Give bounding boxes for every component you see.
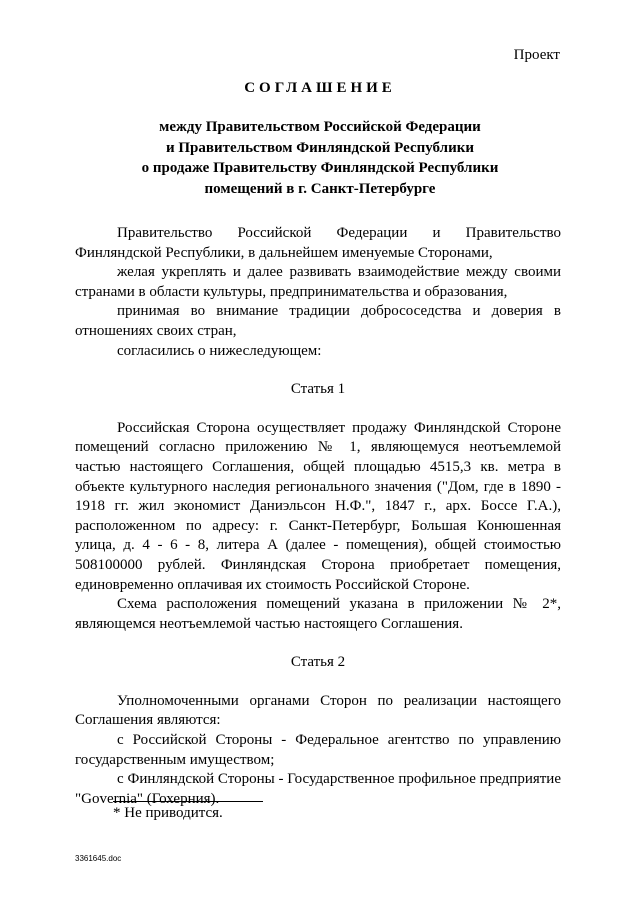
subtitle-line: помещений в г. Санкт-Петербурге [204, 180, 436, 197]
document-body [75, 224, 561, 809]
article-1-paragraph: Схема расположения помещений указана в приложении № 2*, являющемся неотъемлемой частью настоящего Соглашения. [75, 596, 561, 632]
subtitle-line: между Правительством Российской Федерации [159, 119, 481, 135]
agreement-title: СОГЛАШЕНИЕ [244, 80, 396, 96]
article-1-heading: Статья 1 [290, 381, 346, 398]
preamble-paragraph: желая укреплять и далее развивать взаимодействие между своими странами в области культуры, предпринимательства и образования, [75, 264, 561, 300]
footnote-divider [113, 801, 263, 802]
article-2-paragraph: с Финляндской Стороны - Государственное профильное предприятие "Governia" (Гохерния). [75, 771, 561, 807]
article-2-heading: Статья 2 [290, 654, 346, 671]
preamble-paragraph: Правительство Российской Федерации и Правительство Финляндской Республики, в дальнейшем именуемые Сторонами, [75, 225, 561, 261]
article-2-paragraph: Уполномоченными органами Сторон по реализации настоящего Соглашения являются: [75, 692, 561, 729]
subtitle-line: о продаже Правительству Финляндской Республики [141, 160, 499, 176]
article-2-paragraph: с Российской Стороны - Федеральное агентство по управлению государственным имуществом; [75, 732, 561, 768]
preamble-paragraph: принимая во внимание традиции добрососедства и доверия в отношениях своих стран, [75, 303, 561, 339]
agreement-subtitle [75, 117, 565, 199]
footnote: * Не приводится. [113, 805, 223, 821]
draft-stamp: Проект [513, 47, 560, 63]
subtitle-line: и Правительством Финляндской Республики [165, 139, 475, 156]
file-reference: 3361645.doc [75, 854, 122, 863]
preamble-paragraph: согласились о нижеследующем: [117, 342, 322, 359]
article-1-paragraph: Российская Сторона осуществляет продажу Финляндской Стороне помещений согласно приложению № 1, являющемуся неотъемлемой частью настоящего Соглашения, общей площадью 4515,3 кв. метра в объекте культурного наследия регионального значения ("Дом, где в 1890 - 1918 гг. жил экономист Даниэльсон Н.Ф.", 1847 г., арх. Боссе Г.А.), расположенном по адресу: г. Санкт-Петербург, Большая Конюшенная улица, д. 4 - 6 - 8, литера А (далее - помещения), общей стоимостью 508100000 рублей. Финляндская Сторона приобретает помещения, единовременно оплачивая их стоимость Российской Стороне. [75, 419, 561, 593]
